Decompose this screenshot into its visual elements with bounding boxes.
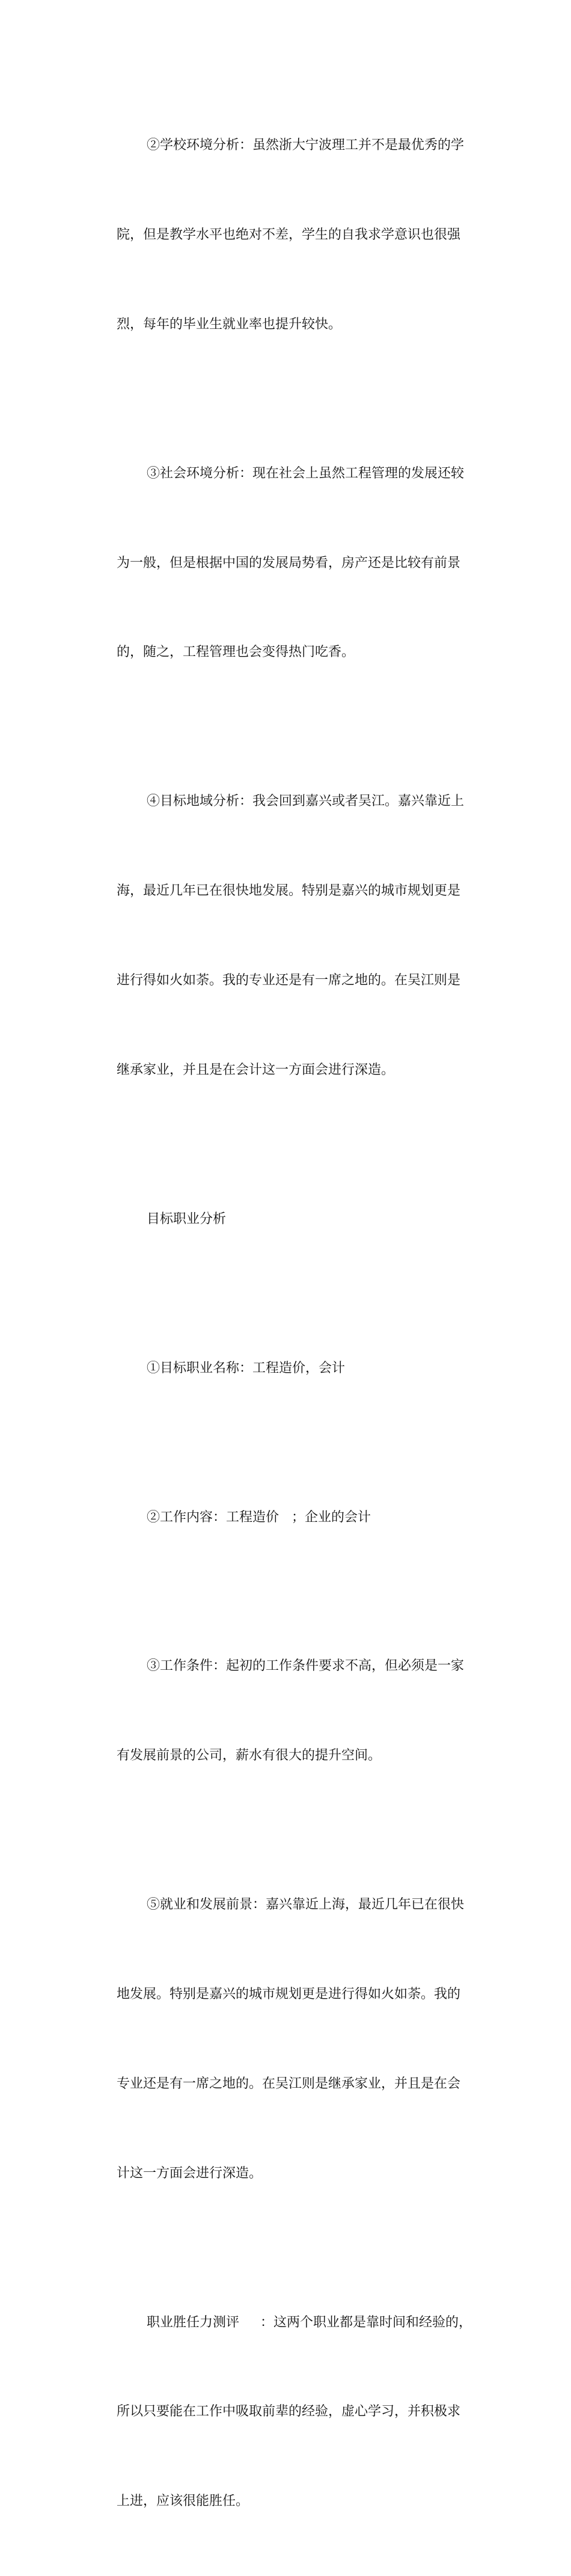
text-line: ①目标职业名称：工程造价，会计 bbox=[147, 1360, 346, 1376]
text-line: 专业还是有一席之地的。在吴江则是继承家业，并且是在会 bbox=[117, 2076, 461, 2091]
text-line: 院，但是教学水平也绝对不差，学生的自我求学意识也很强 bbox=[117, 227, 461, 242]
text-line: ③工作条件：起初的工作条件要求不高，但必须是一家 bbox=[147, 1658, 465, 1674]
paragraph-competency-assessment bbox=[87, 2248, 472, 2576]
text-line: 海，最近几年已在很快地发展。特别是嘉兴的城市规划更是 bbox=[117, 883, 461, 899]
text-line: 所以只要能在工作中吸取前辈的经验，虚心学习，并积极求 bbox=[117, 2404, 461, 2420]
paragraph-school-environment bbox=[87, 71, 465, 399]
text-line: ②学校环境分析：虽然浙大宁波理工并不是最优秀的学 bbox=[147, 138, 465, 153]
paragraph-employment-prospects bbox=[87, 1830, 465, 2248]
paragraph-career-name bbox=[87, 1293, 447, 1443]
text-line: 为一般，但是根据中国的发展局势看，房产还是比较有前景 bbox=[117, 555, 461, 571]
paragraph-work-conditions bbox=[87, 1592, 465, 1830]
text-line: ②工作内容：工程造价 ；企业的会计 bbox=[147, 1509, 371, 1525]
paragraph-work-content bbox=[87, 1443, 447, 1592]
text-line: ③社会环境分析：现在社会上虽然工程管理的发展还较 bbox=[147, 465, 465, 481]
text-line: 上进，应该很能胜任。 bbox=[117, 2494, 249, 2509]
text-line: 地发展。特别是嘉兴的城市规划更是进行得如火如荼。我的 bbox=[117, 1987, 461, 2002]
text-line: 计这一方面会进行深造。 bbox=[117, 2165, 263, 2181]
text-line: 目标职业分析 bbox=[147, 1211, 227, 1227]
text-line: 有发展前景的公司，薪水有很大的提升空间。 bbox=[117, 1748, 382, 1764]
text-line: 烈，每年的毕业生就业率也提升较快。 bbox=[117, 316, 342, 332]
text-line: 职业胜任力测评 ：这两个职业都是靠时间和经验的， bbox=[147, 2314, 472, 2330]
text-line: 继承家业，并且是在会计这一方面会进行深造。 bbox=[117, 1062, 395, 1078]
text-line: ④目标地域分析：我会回到嘉兴或者吴江。嘉兴靠近上 bbox=[147, 794, 465, 809]
text-line: 的，随之，工程管理也会变得热门吃香。 bbox=[117, 645, 355, 660]
paragraph-social-environment bbox=[87, 399, 465, 728]
text-line: ⑤就业和发展前景：嘉兴靠近上海，最近几年已在很快 bbox=[147, 1897, 465, 1913]
document-body bbox=[87, 71, 472, 2576]
section-heading-target-career bbox=[87, 1144, 447, 1293]
text-line: 进行得如火如荼。我的专业还是有一席之地的。在吴江则是 bbox=[117, 972, 461, 988]
paragraph-target-region bbox=[87, 727, 465, 1144]
